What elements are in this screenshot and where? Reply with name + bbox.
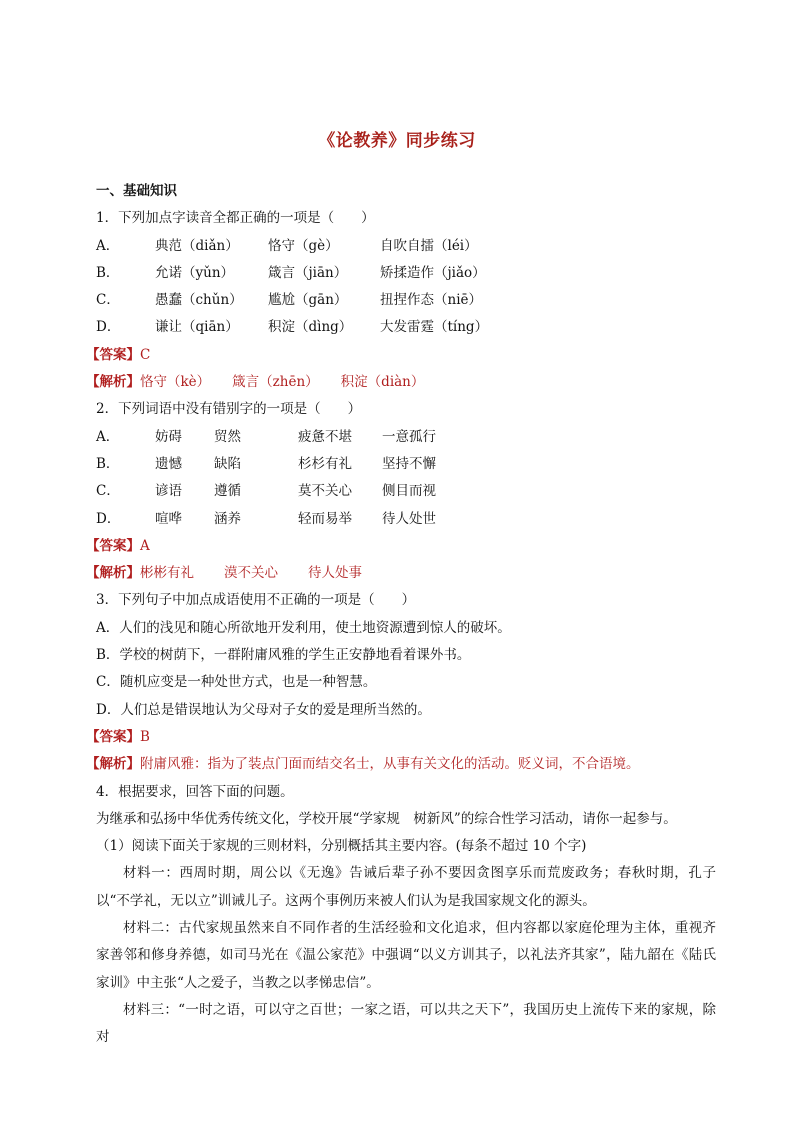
- question-1-stem: 1．下列加点字读音全都正确的一项是（ ）: [96, 210, 375, 227]
- option-word: 轻而易举: [298, 510, 352, 527]
- q2-answer: [86, 533, 716, 560]
- option-word: 谚语: [155, 483, 182, 500]
- q4-intro: 为继承和弘扬中华优秀传统文化，学校开展“学家规 树新风”的综合性学习活动，请你一起参与。: [96, 810, 677, 827]
- option-word: 一意孤行: [382, 428, 436, 445]
- option-word: 自吹自擂（léi）: [380, 237, 478, 254]
- analysis-item: 积淀（diàn）: [340, 374, 425, 391]
- analysis-item: 恪守（kè）: [140, 374, 211, 391]
- q3-option-c: C．随机应变是一种处世方式，也是一种智慧。: [96, 674, 377, 691]
- answer-value: A: [140, 537, 150, 554]
- analysis-label: 【解析】: [86, 374, 140, 391]
- q2-option-c: [96, 478, 716, 505]
- option-letter: A．: [96, 428, 120, 445]
- q1-option-a: [96, 233, 716, 260]
- worksheet-body: [86, 178, 716, 1052]
- q1-option-b: [96, 260, 716, 287]
- option-letter: A．: [96, 237, 120, 254]
- analysis-item: 漠不关心: [224, 565, 278, 582]
- q2-option-a: [96, 424, 716, 451]
- option-word: 矫揉造作（jiǎo）: [380, 264, 486, 281]
- q2-analysis: [86, 560, 716, 587]
- option-letter: C．: [96, 483, 120, 500]
- q3-option-a: A．人们的浅见和随心所欲地开发利用，使土地资源遭到惊人的破坏。: [96, 619, 511, 636]
- option-word: 贸然: [214, 428, 241, 445]
- option-word: 扭捏作态（niē）: [380, 292, 483, 309]
- option-word: 涵养: [214, 510, 241, 527]
- option-word: 允诺（yǔn）: [155, 264, 235, 281]
- analysis-text: 附庸风雅：指为了装点门面而结交名士，从事有关文化的活动。贬义词，不合语境。: [140, 756, 640, 773]
- answer-value: C: [140, 346, 151, 363]
- question-2-stem: 2．下列词语中没有错别字的一项是（ ）: [96, 401, 362, 418]
- option-letter: D．: [96, 319, 121, 336]
- option-word: 疲惫不堪: [298, 428, 352, 445]
- answer-label: 【答案】: [86, 537, 140, 554]
- option-letter: D．: [96, 510, 121, 527]
- analysis-label: 【解析】: [86, 565, 140, 582]
- q4-sub-question-1: （1）阅读下面关于家规的三则材料，分别概括其主要内容。(每条不超过 10 个字): [96, 838, 587, 855]
- analysis-item: 彬彬有礼: [140, 565, 194, 582]
- option-word: 愚蠢（chǔn）: [155, 292, 243, 309]
- answer-label: 【答案】: [86, 346, 140, 363]
- option-word: 大发雷霆（tíng）: [380, 319, 489, 336]
- option-word: 杉杉有礼: [298, 455, 352, 472]
- q1-option-c: [96, 287, 716, 314]
- q1-analysis: [86, 369, 716, 396]
- q2-option-d: [96, 506, 716, 533]
- question-4-stem: 4．根据要求，回答下面的问题。: [96, 783, 294, 800]
- section-heading: 一、基础知识: [96, 183, 177, 199]
- option-word: 坚持不懈: [382, 455, 436, 472]
- option-letter: C．: [96, 292, 120, 309]
- option-word: 妨碍: [155, 428, 182, 445]
- option-word: 莫不关心: [298, 483, 352, 500]
- q1-answer: [86, 342, 716, 369]
- analysis-item: 待人处事: [308, 565, 362, 582]
- question-3-stem: 3．下列句子中加点成语使用不正确的一项是（ ）: [96, 592, 416, 609]
- q2-option-b: [96, 451, 716, 478]
- option-word: 遗憾: [155, 455, 182, 472]
- material-1: 材料一：西周时期，周公以《无逸》告诫后辈子孙不要因贪图享乐而荒废政务；春秋时期，孔子以“不学礼，无以立”训诫儿子。这两个事例历来被人们认为是我国家规文化的源头。: [96, 865, 716, 909]
- option-letter: B．: [96, 455, 120, 472]
- option-word: 遵循: [214, 483, 241, 500]
- option-word: 侧目而视: [382, 483, 436, 500]
- analysis-label: 【解析】: [86, 756, 140, 773]
- page-title: 《论教养》同步练习: [318, 131, 476, 151]
- material-2: 材料二：古代家规虽然来自不同作者的生活经验和文化追求，但内容都以家庭伦理为主体，重视齐家善邻和修身养德，如司马光在《温公家范》中强调“以义方训其子，以礼法齐其家”，陆九韶在《陆氏家训》中主张“人之爱子，当教之以孝悌忠信”。: [96, 920, 716, 991]
- q3-option-d: D．人们总是错误地认为父母对子女的爱是理所当然的。: [96, 701, 431, 718]
- option-letter: B．: [96, 264, 120, 281]
- option-word: 积淀（dìng）: [268, 319, 353, 336]
- option-word: 典范（diǎn）: [155, 237, 239, 254]
- answer-label: 【答案】: [86, 728, 140, 745]
- material-3: 材料三：“一时之语，可以守之百世；一家之语，可以共之天下”，我国历史上流传下来的家规，除对: [96, 1001, 716, 1046]
- option-word: 谦让（qiān）: [155, 319, 239, 336]
- answer-value: B: [140, 728, 150, 745]
- q3-option-b: B．学校的树荫下，一群附庸风雅的学生正安静地看着课外书。: [96, 647, 471, 664]
- option-word: 缺陷: [214, 455, 241, 472]
- option-word: 喧哗: [155, 510, 182, 527]
- q3-analysis: [86, 751, 716, 778]
- option-word: 待人处世: [382, 510, 436, 527]
- analysis-item: 箴言（zhēn）: [232, 374, 319, 391]
- option-word: 箴言（jiān）: [268, 264, 348, 281]
- q1-option-d: [96, 314, 716, 341]
- option-word: 尴尬（gān）: [268, 292, 348, 309]
- option-word: 恪守（gè）: [268, 237, 339, 254]
- q3-answer: [86, 724, 716, 751]
